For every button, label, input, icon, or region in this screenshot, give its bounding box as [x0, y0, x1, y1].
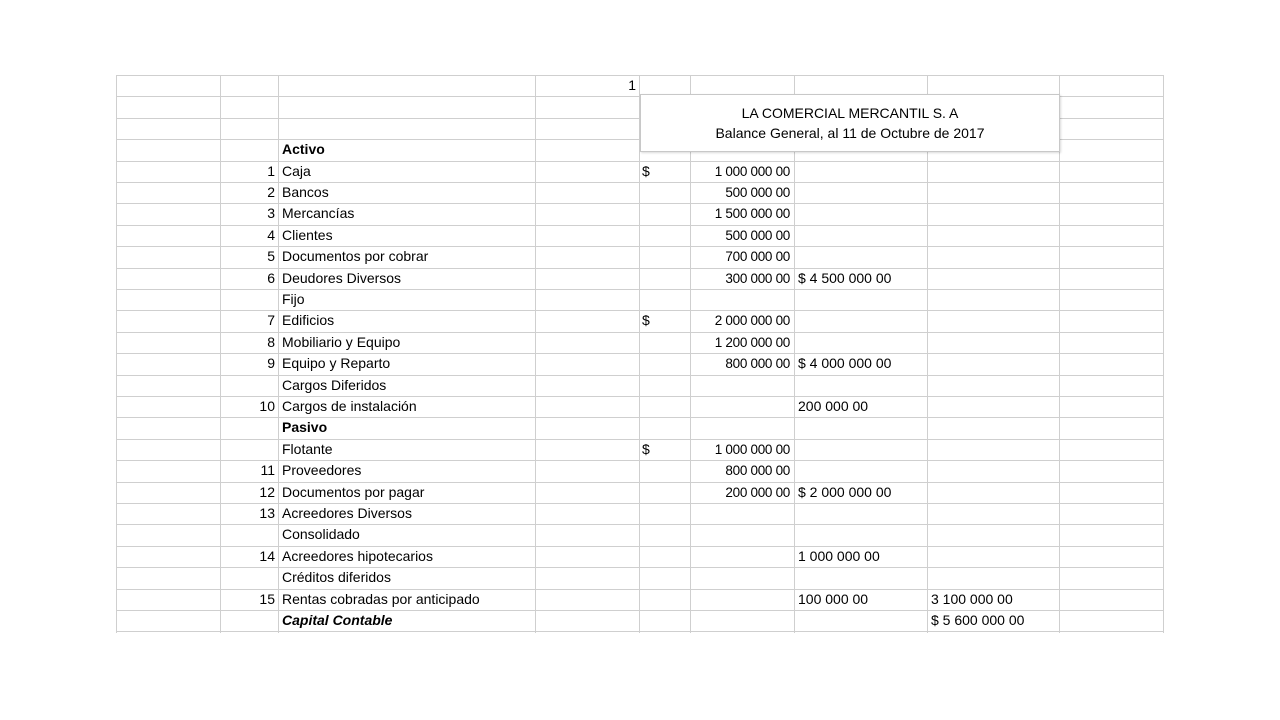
amount-cell[interactable]: 1 200 000 00	[714, 335, 790, 350]
grid-hline	[116, 631, 1163, 632]
row-number-cell[interactable]	[220, 524, 278, 545]
amount-cell[interactable]: 500 000 00	[725, 228, 790, 243]
total-cell[interactable]	[927, 246, 1059, 267]
account-label-cell[interactable]: Caja	[282, 163, 311, 179]
total-cell[interactable]	[927, 524, 1059, 545]
amount-cell[interactable]	[690, 396, 794, 417]
balance-subtitle: Balance General, al 11 de Octubre de 2017	[715, 125, 985, 141]
currency-symbol-cell[interactable]	[639, 375, 690, 396]
currency-symbol-cell[interactable]	[639, 460, 690, 481]
currency-symbol-cell[interactable]	[639, 332, 690, 353]
currency-symbol-cell[interactable]	[639, 268, 690, 289]
subtotal-cell[interactable]: $ 4 500 000 00	[798, 270, 892, 286]
account-label-cell[interactable]: Documentos por pagar	[282, 484, 425, 500]
total-cell[interactable]	[927, 203, 1059, 224]
account-label-cell[interactable]: Acreedores Diversos	[282, 505, 412, 521]
row-number-cell[interactable]	[220, 139, 278, 160]
amount-cell[interactable]: 1 000 000 00	[714, 442, 790, 457]
total-cell[interactable]	[927, 225, 1059, 246]
account-label-cell[interactable]: Bancos	[282, 184, 329, 200]
amount-cell[interactable]	[690, 417, 794, 438]
row-number-cell[interactable]: 11	[260, 462, 275, 478]
subtotal-cell[interactable]: 100 000 00	[798, 591, 869, 607]
currency-symbol-cell[interactable]	[639, 203, 690, 224]
total-cell[interactable]	[927, 161, 1059, 182]
currency-symbol-cell[interactable]	[639, 610, 690, 631]
account-label-cell[interactable]: Documentos por cobrar	[282, 248, 429, 264]
subtotal-cell[interactable]: 200 000 00	[798, 398, 869, 414]
currency-symbol-cell[interactable]: $	[642, 441, 650, 457]
amount-cell[interactable]	[690, 289, 794, 310]
currency-symbol-cell[interactable]	[639, 289, 690, 310]
account-label-cell[interactable]: Clientes	[282, 227, 333, 243]
page-number-cell[interactable]: 1	[628, 77, 636, 93]
amount-cell[interactable]	[690, 524, 794, 545]
title-text-box[interactable]	[640, 94, 1060, 152]
account-label-cell[interactable]: Deudores Diversos	[282, 270, 402, 286]
amount-cell[interactable]	[690, 589, 794, 610]
account-label-cell[interactable]: Activo	[282, 141, 325, 157]
account-label-cell[interactable]: Mobiliario y Equipo	[282, 334, 401, 350]
subtotal-cell[interactable]: $ 2 000 000 00	[798, 484, 892, 500]
account-label-cell[interactable]: Pasivo	[282, 419, 328, 435]
amount-cell[interactable]: 2 000 000 00	[714, 313, 790, 328]
account-label-cell[interactable]: Cargos Diferidos	[282, 377, 387, 393]
grid-hline	[116, 75, 1163, 76]
amount-cell[interactable]: 200 000 00	[725, 485, 790, 500]
account-label-cell[interactable]: Cargos de instalación	[282, 398, 417, 414]
grid-vline	[1163, 75, 1164, 633]
total-cell[interactable]	[927, 268, 1059, 289]
account-label-cell[interactable]: Flotante	[282, 441, 333, 457]
amount-cell[interactable]	[690, 503, 794, 524]
row-number-cell[interactable]	[220, 375, 278, 396]
row-number-cell[interactable]	[220, 439, 278, 460]
currency-symbol-cell[interactable]: $	[642, 163, 650, 179]
grid-vline	[116, 75, 117, 633]
currency-symbol-cell[interactable]	[639, 182, 690, 203]
total-cell[interactable]	[927, 546, 1059, 567]
amount-cell[interactable]: 700 000 00	[725, 249, 790, 264]
amount-cell[interactable]: 1 500 000 00	[714, 206, 790, 221]
row-number-cell[interactable]: 6	[267, 270, 275, 286]
subtotal-cell[interactable]: 1 000 000 00	[798, 548, 880, 564]
row-number-cell[interactable]: 8	[267, 334, 275, 350]
row-number-cell[interactable]: 4	[267, 227, 275, 243]
amount-cell[interactable]: 500 000 00	[725, 185, 790, 200]
grid-vline	[1059, 75, 1060, 633]
currency-symbol-cell[interactable]	[639, 482, 690, 503]
account-label-cell[interactable]: Equipo y Reparto	[282, 355, 391, 371]
account-label-cell[interactable]: Fijo	[282, 291, 305, 307]
currency-symbol-cell[interactable]	[639, 225, 690, 246]
row-number-cell[interactable]: 14	[259, 548, 275, 564]
total-cell[interactable]	[927, 332, 1059, 353]
currency-symbol-cell[interactable]	[639, 246, 690, 267]
amount-cell[interactable]	[690, 610, 794, 631]
account-label-cell[interactable]: Capital Contable	[282, 612, 393, 628]
amount-cell[interactable]: 300 000 00	[725, 271, 790, 286]
currency-symbol-cell[interactable]	[639, 524, 690, 545]
account-label-cell[interactable]: Edificios	[282, 312, 335, 328]
currency-symbol-cell[interactable]	[639, 396, 690, 417]
row-number-cell[interactable]: 13	[259, 505, 275, 521]
account-label-cell[interactable]: Acreedores hipotecarios	[282, 548, 433, 564]
total-cell[interactable]	[927, 182, 1059, 203]
currency-symbol-cell[interactable]	[639, 589, 690, 610]
total-cell[interactable]	[927, 417, 1059, 438]
total-cell[interactable]	[927, 503, 1059, 524]
row-number-cell[interactable]	[220, 289, 278, 310]
row-number-cell[interactable]	[220, 567, 278, 588]
currency-symbol-cell[interactable]	[639, 503, 690, 524]
total-cell[interactable]	[927, 353, 1059, 374]
amount-cell[interactable]	[690, 375, 794, 396]
total-cell[interactable]	[927, 375, 1059, 396]
total-cell[interactable]	[927, 310, 1059, 331]
row-number-cell[interactable]: 9	[267, 355, 275, 371]
total-cell[interactable]: 3 100 000 00	[931, 591, 1013, 607]
total-cell[interactable]	[927, 482, 1059, 503]
row-number-cell[interactable]: 7	[267, 312, 275, 328]
spreadsheet-grid[interactable]	[116, 75, 1163, 633]
total-cell[interactable]: $ 5 600 000 00	[931, 612, 1025, 628]
company-name: LA COMERCIAL MERCANTIL S. A	[741, 105, 959, 121]
row-number-cell[interactable]: 10	[259, 398, 275, 414]
total-cell[interactable]	[927, 567, 1059, 588]
row-number-cell[interactable]: 15	[259, 591, 275, 607]
account-label-cell[interactable]: Mercancías	[282, 205, 355, 221]
account-label-cell[interactable]: Créditos diferidos	[282, 569, 391, 585]
total-cell[interactable]	[927, 439, 1059, 460]
currency-symbol-cell[interactable]	[639, 546, 690, 567]
total-cell[interactable]	[927, 460, 1059, 481]
account-label-cell[interactable]: Consolidado	[282, 526, 360, 542]
currency-symbol-cell[interactable]	[639, 353, 690, 374]
row-number-cell[interactable]: 2	[267, 184, 275, 200]
amount-cell[interactable]: 800 000 00	[725, 356, 790, 371]
total-cell[interactable]	[927, 289, 1059, 310]
currency-symbol-cell[interactable]: $	[642, 312, 650, 328]
amount-cell[interactable]: 1 000 000 00	[714, 164, 790, 179]
currency-symbol-cell[interactable]	[639, 567, 690, 588]
total-cell[interactable]	[927, 396, 1059, 417]
amount-cell[interactable]: 800 000 00	[725, 463, 790, 478]
row-number-cell[interactable]: 5	[267, 248, 275, 264]
row-number-cell[interactable]: 12	[259, 484, 275, 500]
amount-cell[interactable]	[690, 567, 794, 588]
account-label-cell[interactable]: Proveedores	[282, 462, 362, 478]
amount-cell[interactable]	[690, 546, 794, 567]
account-label-cell[interactable]: Rentas cobradas por anticipado	[282, 591, 480, 607]
row-number-cell[interactable]	[220, 417, 278, 438]
row-number-cell[interactable]: 3	[267, 205, 275, 221]
row-number-cell[interactable]	[220, 610, 278, 631]
subtotal-cell[interactable]: $ 4 000 000 00	[798, 355, 892, 371]
currency-symbol-cell[interactable]	[639, 417, 690, 438]
row-number-cell[interactable]: 1	[267, 163, 275, 179]
